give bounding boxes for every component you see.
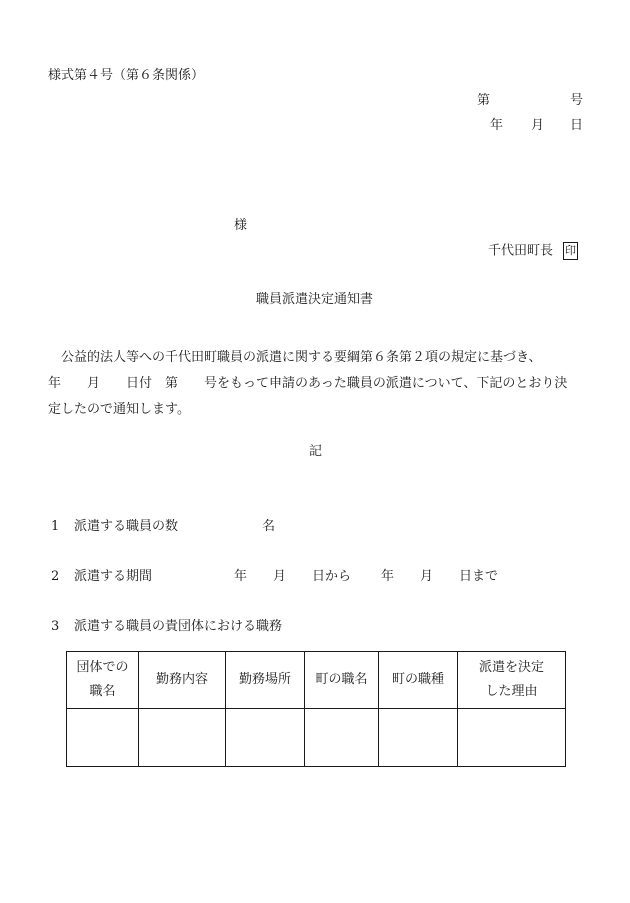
form-number: 様式第４号（第６条関係） <box>48 68 205 83</box>
ki-heading: 記 <box>309 444 323 459</box>
item-2-to: 年 月 日まで <box>381 569 499 584</box>
issuer-name: 千代田町長 <box>488 243 554 259</box>
item-1-label: 派遣する職員の数 <box>74 519 179 534</box>
item-1-unit: 名 <box>262 519 276 534</box>
header-cell: 町の職名 <box>305 652 379 709</box>
duties-table <box>66 651 566 767</box>
table-cell <box>67 709 139 767</box>
item-2-number: 2 <box>51 569 60 584</box>
header-cell: 団体での 職名 <box>67 652 139 709</box>
body-line-2: 年 月 日付 第 号をもって申請のあった職員の派遣について、下記のとおり決 <box>48 376 568 391</box>
body-line-1: 公益的法人等への千代田町職員の派遣に関する要綱第６条第２項の規定に基づき、 <box>61 350 542 365</box>
seal-stamp: 印 <box>563 242 578 260</box>
item-1-number: 1 <box>51 519 60 534</box>
item-3-label: 派遣する職員の貴団体における職務 <box>74 619 283 634</box>
date-year: 年 <box>490 118 504 133</box>
addressee-suffix: 様 <box>234 218 248 233</box>
table-cell <box>139 709 226 767</box>
table-cell <box>379 709 458 767</box>
table-cell <box>458 709 566 767</box>
header-cell: 派遣を決定 した理由 <box>458 652 566 709</box>
item-2-label: 派遣する期間 <box>74 569 153 584</box>
body-line-3: 定したので通知します。 <box>48 402 190 417</box>
notice-body <box>48 345 588 423</box>
table-row <box>67 709 566 767</box>
header-cell: 町の職種 <box>379 652 458 709</box>
issuer <box>488 242 578 260</box>
table-header-row <box>67 652 566 709</box>
document-title: 職員派遣決定通知書 <box>256 292 374 307</box>
item-3-number: 3 <box>51 619 60 634</box>
table-cell <box>305 709 379 767</box>
header-cell: 勤務内容 <box>139 652 226 709</box>
date-month: 月 <box>531 118 545 133</box>
item-2-from: 年 月 日から <box>234 569 352 584</box>
table-cell <box>226 709 305 767</box>
date-day: 日 <box>570 118 584 133</box>
ref-no-prefix: 第 <box>477 93 491 108</box>
header-cell: 勤務場所 <box>226 652 305 709</box>
ref-no-suffix: 号 <box>570 93 584 108</box>
